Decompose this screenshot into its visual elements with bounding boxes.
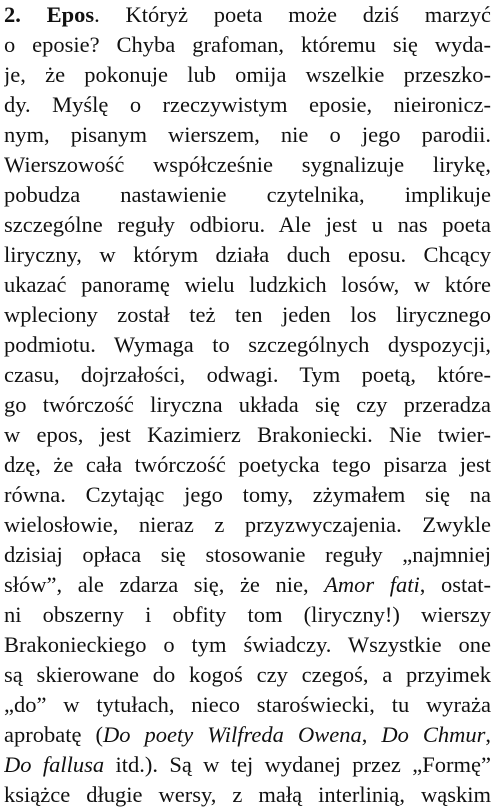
text-segment: Wierszowość współcześnie sygnalizuje lirykę,	[4, 152, 491, 177]
italic-title: Do fallusa	[4, 752, 105, 777]
text-line	[4, 30, 491, 60]
section-heading: 2. Epos	[4, 2, 95, 27]
text-segment: słów”, ale zdarza się, że nie,	[4, 572, 325, 597]
text-segment: dzę, że cała twórczość poetycka tego pisarza jest	[4, 452, 491, 477]
text-segment: je, że pokonuje lub omija wszelkie przeszko-	[4, 62, 491, 87]
text-line	[4, 690, 491, 720]
italic-title: Do poety Wilfreda Owena	[102, 722, 362, 747]
text-segment: dzisiaj opłaca się stosowanie reguły „najmniej	[4, 542, 491, 567]
text-segment: nym, pisanym wierszem, nie o jego parodii.	[4, 122, 491, 147]
text-line	[4, 600, 491, 630]
text-line	[4, 780, 491, 810]
text-segment: podmiotu. Wymaga to szczególnych dyspozycji,	[4, 332, 491, 357]
text-segment: książce długie wersy, z małą interlinią, wąskim	[4, 782, 491, 807]
text-line	[4, 480, 491, 510]
text-segment: o eposie? Chyba grafoman, któremu się wyda-	[4, 32, 491, 57]
text-line	[4, 660, 491, 690]
text-line	[4, 210, 491, 240]
text-segment: „do” w tytułach, nieco staroświecki, tu wyraża	[4, 692, 491, 717]
text-line	[4, 420, 491, 450]
text-segment: dy. Myślę o rzeczywistym eposie, nieironicz-	[4, 92, 491, 117]
text-line	[4, 330, 491, 360]
text-line	[4, 720, 491, 750]
text-segment: go twórczość liryczna układa się czy przeradza	[4, 392, 491, 417]
text-segment: wielosłowie, nieraz z przyzwyczajenia. Zwykle	[4, 512, 491, 537]
text-line	[4, 270, 491, 300]
text-line	[4, 630, 491, 660]
italic-title: Do Chmur	[381, 722, 486, 747]
text-segment: Brakonieckiego o tym świadczy. Wszystkie one	[4, 632, 491, 657]
text-segment: . Któryż poeta może dziś marzyć	[94, 2, 491, 27]
text-segment: równa. Czytając jego tomy, zżymałem się na	[4, 482, 491, 507]
text-segment: aprobatę (	[4, 722, 103, 747]
text-segment: , ostat-	[419, 572, 491, 597]
text-segment: czasu, dojrzałości, odwagi. Tym poetą, które-	[4, 362, 491, 387]
text-line	[4, 240, 491, 270]
text-line	[4, 510, 491, 540]
text-line	[4, 150, 491, 180]
text-segment: ni obszerny i obfity tom (liryczny!) wierszy	[4, 602, 491, 627]
text-segment: szczególne reguły odbioru. Ale jest u nas poeta	[4, 212, 491, 237]
text-segment: ,	[485, 722, 491, 747]
text-line	[4, 390, 491, 420]
text-segment: w epos, jest Kazimierz Brakoniecki. Nie twier-	[4, 422, 491, 447]
text-line	[4, 750, 491, 780]
text-line	[4, 120, 491, 150]
text-line	[4, 60, 491, 90]
text-segment: są skierowane do kogoś czy czegoś, a przyimek	[4, 662, 491, 687]
text-line	[4, 0, 491, 30]
text-line	[4, 90, 491, 120]
text-line	[4, 180, 491, 210]
text-segment: liryczny, w którym działa duch eposu. Chcący	[4, 242, 491, 267]
text-segment: ukazać panoramę wielu ludzkich losów, w które	[4, 272, 491, 297]
text-segment: wpleciony został też ten jeden los lirycznego	[4, 302, 491, 327]
text-segment: itd.). Są w tej wydanej przez „Formę”	[104, 752, 491, 777]
text-line	[4, 360, 491, 390]
text-line	[4, 540, 491, 570]
text-segment: ,	[361, 722, 382, 747]
text-segment: pobudza nastawienie czytelnika, implikuje	[4, 182, 491, 207]
text-line	[4, 300, 491, 330]
italic-title: Amor fati	[324, 572, 420, 597]
text-line	[4, 450, 491, 480]
text-line	[4, 570, 491, 600]
body-text	[4, 0, 491, 810]
